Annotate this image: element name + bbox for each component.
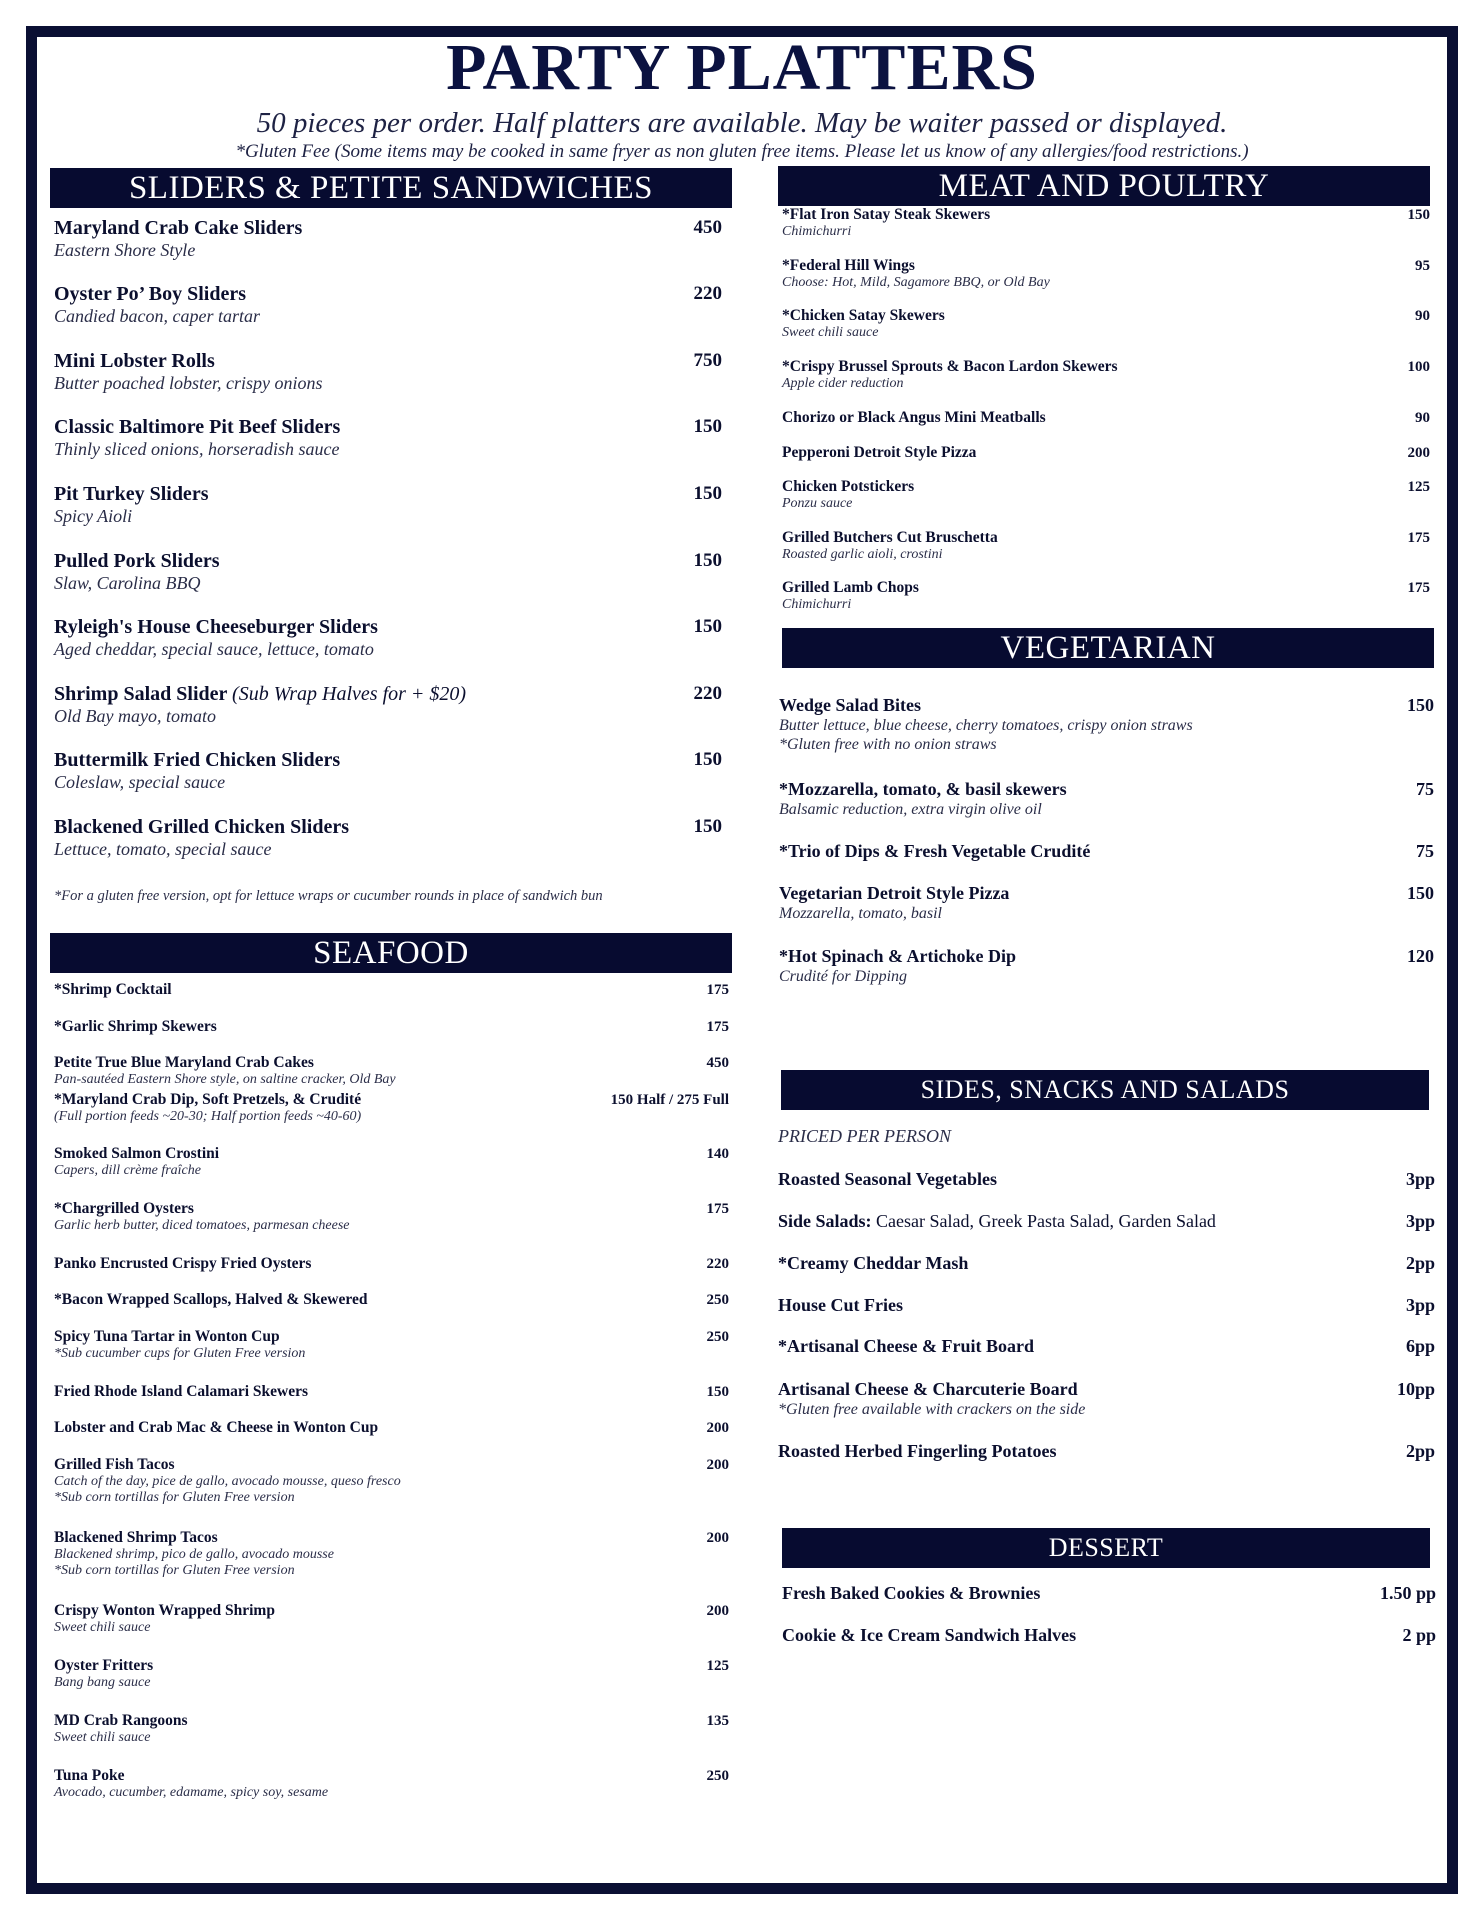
- item-name: [54, 615, 722, 639]
- menu-item: [54, 1657, 729, 1691]
- item-name: [54, 1383, 729, 1401]
- menu-item: [782, 579, 1430, 613]
- item-name-text: Buttermilk Fried Chicken Sliders: [54, 749, 341, 771]
- item-price: 175: [1407, 530, 1430, 546]
- item-name-text: Crispy Wonton Wrapped Shrimp: [54, 1602, 275, 1619]
- item-price: 220: [693, 683, 722, 704]
- item-price: 200: [706, 1530, 729, 1546]
- item-price: 90: [1415, 308, 1430, 324]
- item-description: Apple cider reduction: [782, 376, 904, 391]
- item-name-text: Shrimp Salad Slider: [54, 683, 228, 705]
- item-price: 3pp: [1405, 1169, 1435, 1189]
- menu-item: [782, 478, 1430, 512]
- item-name-text: Roasted Seasonal Vegetables: [778, 1169, 998, 1189]
- item-name: [54, 1419, 729, 1437]
- menu-item: [54, 1200, 729, 1234]
- item-name-text: Petite True Blue Maryland Crab Cakes: [54, 1054, 314, 1071]
- item-name-text: Wedge Salad Bites: [779, 695, 922, 715]
- item-price: 2pp: [1405, 1441, 1435, 1461]
- item-price: 150: [1407, 695, 1434, 715]
- menu-item: [779, 945, 1434, 986]
- sides-section: [778, 1070, 1435, 1490]
- vegetarian-section: [779, 628, 1434, 1008]
- item-description: Butter poached lobster, crispy onions: [54, 373, 323, 393]
- menu-item: [782, 206, 1430, 240]
- item-name-text: Maryland Crab Cake Sliders: [54, 217, 303, 239]
- item-description: *Gluten free available with crackers on the side: [778, 1401, 1086, 1418]
- item-description: Avocado, cucumber, edamame, spicy soy, sesame: [54, 1785, 329, 1800]
- item-price: 450: [706, 1055, 729, 1071]
- item-description: Slaw, Carolina BBQ: [54, 573, 201, 593]
- item-price: 3pp: [1405, 1295, 1435, 1315]
- item-name: [782, 444, 1430, 462]
- seafood-section: [50, 933, 732, 1833]
- item-name-text: Chorizo or Black Angus Mini Meatballs: [782, 409, 1046, 426]
- item-name-text: House Cut Fries: [778, 1295, 903, 1315]
- item-description-note: *Sub corn tortillas for Gluten Free version: [54, 1490, 295, 1505]
- menu-item: [779, 694, 1434, 754]
- item-name: [54, 1054, 729, 1072]
- item-name: [779, 882, 1434, 904]
- item-name-text: Lobster and Crab Mac & Cheese in Wonton Cup: [54, 1419, 379, 1436]
- item-name-text: Smoked Salmon Crostini: [54, 1145, 220, 1162]
- item-name: [782, 307, 1430, 325]
- menu-item: [782, 444, 1430, 462]
- menu-item: [778, 1252, 1435, 1274]
- item-name: [54, 216, 722, 240]
- item-name-text: Fried Rhode Island Calamari Skewers: [54, 1383, 309, 1400]
- menu-item: [54, 1328, 729, 1362]
- item-price: 2pp: [1405, 1253, 1435, 1273]
- item-description: Sweet chili sauce: [54, 1730, 151, 1745]
- item-name-text: Vegetarian Detroit Style Pizza: [779, 883, 1010, 903]
- item-price: 250: [706, 1329, 729, 1345]
- item-name: [54, 1456, 729, 1474]
- item-price: 175: [706, 1201, 729, 1217]
- menu-item: [778, 1335, 1435, 1357]
- menu-item: [778, 1440, 1435, 1462]
- item-name: [54, 1529, 729, 1547]
- item-name: [778, 1210, 1435, 1232]
- item-name-text: Spicy Tuna Tartar in Wonton Cup: [54, 1328, 280, 1345]
- item-price: 200: [706, 1603, 729, 1619]
- item-price: 150: [1407, 207, 1430, 223]
- item-name-text: *Shrimp Cocktail: [54, 981, 172, 998]
- item-description: Crudité for Dipping: [779, 968, 908, 985]
- item-description: Aged cheddar, special sauce, lettuce, tomato: [54, 639, 374, 659]
- item-description-note: *Sub corn tortillas for Gluten Free version: [54, 1563, 295, 1578]
- item-name: [54, 415, 722, 439]
- menu-item: [54, 1018, 729, 1036]
- menu-item: [54, 349, 722, 394]
- item-name: [54, 1255, 729, 1273]
- menu-item: [54, 282, 722, 327]
- item-name: [778, 1335, 1435, 1357]
- item-name: [54, 349, 722, 373]
- item-name-text: Roasted Herbed Fingerling Potatoes: [778, 1441, 1057, 1461]
- item-name-text: Panko Encrusted Crispy Fried Oysters: [54, 1255, 312, 1272]
- menu-item: [779, 882, 1434, 923]
- item-description: Ponzu sauce: [782, 496, 853, 511]
- menu-item: [54, 1712, 729, 1746]
- item-price: 175: [706, 1019, 729, 1035]
- item-name-text: *Mozzarella, tomato, & basil skewers: [779, 779, 1067, 799]
- menu-item: [782, 1582, 1436, 1604]
- section-banner-seafood: SEAFOOD: [50, 933, 732, 973]
- item-name-text: Pepperoni Detroit Style Pizza: [782, 444, 977, 461]
- item-name-text: Pit Turkey Sliders: [54, 483, 209, 505]
- item-name: [778, 1378, 1435, 1400]
- item-name: [782, 257, 1430, 275]
- item-description: Choose: Hot, Mild, Sagamore BBQ, or Old Bay: [782, 275, 1050, 290]
- item-description: Spicy Aioli: [54, 506, 133, 526]
- item-description: Sweet chili sauce: [54, 1620, 151, 1635]
- item-description: Old Bay mayo, tomato: [54, 706, 216, 726]
- item-name: [782, 478, 1430, 496]
- item-price: 175: [1407, 580, 1430, 596]
- item-price: 75: [1416, 841, 1434, 861]
- item-price: 200: [706, 1457, 729, 1473]
- menu-item: [782, 409, 1430, 427]
- item-note: (Sub Wrap Halves for + $20): [232, 683, 467, 705]
- page-title: PARTY PLATTERS: [446, 31, 1038, 104]
- item-name-text: Oyster Po’ Boy Sliders: [54, 283, 247, 305]
- menu-item: [778, 1378, 1435, 1419]
- item-description: Butter lettuce, blue cheese, cherry tomatoes, crispy onion straws: [779, 717, 1193, 734]
- item-description: Catch of the day, pice de gallo, avocado mousse, queso fresco: [54, 1474, 401, 1489]
- item-name-text: Grilled Lamb Chops: [782, 579, 919, 596]
- item-description: Candied bacon, caper tartar: [54, 306, 260, 326]
- item-name: [782, 358, 1430, 376]
- item-price: 150: [1407, 883, 1434, 903]
- item-description: Chimichurri: [782, 224, 852, 239]
- item-name: [54, 815, 722, 839]
- item-name: [54, 1018, 729, 1036]
- sliders-section: [50, 168, 732, 928]
- item-name-text: *Flat Iron Satay Steak Skewers: [782, 206, 991, 223]
- item-name: [782, 206, 1430, 224]
- item-description: Balsamic reduction, extra virgin olive oil: [779, 801, 1042, 818]
- item-price: 150 Half / 275 Full: [610, 1092, 729, 1108]
- menu-item: [54, 1383, 729, 1401]
- item-name-text: Grilled Butchers Cut Bruschetta: [782, 529, 998, 546]
- menu-item: [779, 778, 1434, 819]
- menu-item: [54, 1529, 729, 1579]
- item-description: *Sub cucumber cups for Gluten Free version: [54, 1346, 306, 1361]
- menu-header: [0, 32, 1484, 164]
- item-name: [54, 748, 722, 772]
- item-description: Chimichurri: [782, 597, 852, 612]
- menu-item: [778, 1210, 1435, 1232]
- item-description: Thinly sliced onions, horseradish sauce: [54, 439, 340, 459]
- item-name-text: *Hot Spinach & Artichoke Dip: [779, 946, 1017, 966]
- item-name: [54, 1291, 729, 1309]
- item-name-text: Side Salads:: [778, 1211, 872, 1231]
- item-name: [779, 945, 1434, 967]
- item-price: 150: [693, 816, 722, 837]
- menu-item: [782, 257, 1430, 291]
- item-price: 95: [1415, 258, 1430, 274]
- item-name-text: Tuna Poke: [54, 1767, 125, 1784]
- menu-item: [54, 1091, 729, 1125]
- item-name-text: Grilled Fish Tacos: [54, 1456, 175, 1473]
- item-name-text: Blackened Grilled Chicken Sliders: [54, 816, 350, 838]
- item-description: Eastern Shore Style: [54, 240, 196, 260]
- item-price: 75: [1416, 779, 1434, 799]
- item-price: 1.50 pp: [1379, 1583, 1436, 1603]
- menu-item: [782, 358, 1430, 392]
- item-name: [54, 682, 722, 706]
- menu-item: [54, 615, 722, 660]
- item-price: 3pp: [1405, 1211, 1435, 1231]
- item-price: 200: [706, 1420, 729, 1436]
- sliders-footnote: *For a gluten free version, opt for lettuce wraps or cucumber rounds in place of sandwich bun: [54, 888, 603, 904]
- item-price: 250: [706, 1768, 729, 1784]
- menu-item: [54, 1456, 729, 1506]
- section-banner-sliders: SLIDERS & PETITE SANDWICHES: [50, 168, 732, 208]
- item-price: 100: [1407, 359, 1430, 375]
- item-name: [54, 1657, 729, 1675]
- item-name-text: Classic Baltimore Pit Beef Sliders: [54, 416, 341, 438]
- item-name: [782, 579, 1430, 597]
- section-banner-meat: MEAT AND POULTRY: [778, 166, 1430, 206]
- item-name: [54, 1328, 729, 1346]
- item-description: Mozzarella, tomato, basil: [779, 905, 942, 922]
- item-name-text: Blackened Shrimp Tacos: [54, 1529, 218, 1546]
- menu-item: [779, 840, 1434, 862]
- item-price: 135: [706, 1713, 729, 1729]
- item-name-text: Artisanal Cheese & Charcuterie Board: [778, 1379, 1078, 1399]
- item-name-text: Fresh Baked Cookies & Brownies: [782, 1583, 1041, 1603]
- menu-item: [54, 549, 722, 594]
- item-price: 140: [706, 1146, 729, 1162]
- item-name-text: *Federal Hill Wings: [782, 257, 915, 274]
- item-price: 150: [693, 550, 722, 571]
- item-name: [54, 549, 722, 573]
- item-description: Capers, dill crème fraîche: [54, 1163, 201, 1178]
- menu-item: [54, 1145, 729, 1179]
- item-price: 250: [706, 1292, 729, 1308]
- item-name: [778, 1294, 1435, 1316]
- item-description: (Full portion feeds ~20-30; Half portion feeds ~40-60): [54, 1109, 362, 1124]
- menu-item: [782, 307, 1430, 341]
- item-name-text: *Creamy Cheddar Mash: [778, 1253, 969, 1273]
- item-name-text: *Maryland Crab Dip, Soft Pretzels, & Crudité: [54, 1091, 362, 1108]
- item-price: 125: [706, 1658, 729, 1674]
- item-price: 450: [693, 217, 722, 238]
- menu-item: [54, 482, 722, 527]
- menu-item: [778, 1168, 1435, 1190]
- item-name-text: Oyster Fritters: [54, 1657, 154, 1674]
- item-price: 10pp: [1396, 1379, 1435, 1399]
- item-price: 150: [693, 749, 722, 770]
- menu-item: [54, 415, 722, 460]
- item-name: [54, 1767, 729, 1785]
- item-name: [782, 1582, 1436, 1604]
- item-name: [54, 1712, 729, 1730]
- item-name: [782, 529, 1430, 547]
- item-name: [782, 1624, 1436, 1646]
- menu-item: [54, 1419, 729, 1437]
- menu-item: [782, 1624, 1436, 1646]
- section-banner-vegetarian: VEGETARIAN: [782, 628, 1434, 668]
- menu-item: [54, 1602, 729, 1636]
- item-name: [54, 1602, 729, 1620]
- item-price: 150: [693, 483, 722, 504]
- item-name: [779, 840, 1434, 862]
- item-name: [54, 282, 722, 306]
- item-name-text: *Artisanal Cheese & Fruit Board: [778, 1336, 1034, 1356]
- item-name-text: *Trio of Dips & Fresh Vegetable Crudité: [779, 841, 1091, 861]
- item-name: [778, 1440, 1435, 1462]
- item-name-text: *Bacon Wrapped Scallops, Halved & Skewered: [54, 1291, 368, 1308]
- item-name-text: Ryleigh's House Cheeseburger Sliders: [54, 616, 378, 638]
- item-price: 6pp: [1405, 1336, 1435, 1356]
- item-options: Caesar Salad, Greek Pasta Salad, Garden Salad: [871, 1211, 1216, 1231]
- menu-item: [54, 1255, 729, 1273]
- item-price: 120: [1407, 946, 1434, 966]
- item-name: [779, 694, 1434, 716]
- item-name-text: *Crispy Brussel Sprouts & Bacon Lardon Skewers: [782, 358, 1118, 375]
- menu-item: [54, 1054, 729, 1088]
- item-price: 220: [706, 1256, 729, 1272]
- item-price: 2 pp: [1402, 1625, 1436, 1645]
- item-name: [779, 778, 1434, 800]
- item-price: 150: [706, 1384, 729, 1400]
- meat-section: [778, 166, 1430, 626]
- dessert-section: [782, 1528, 1436, 1658]
- menu-item: [54, 981, 729, 999]
- menu-item: [54, 1767, 729, 1801]
- item-name-text: *Chargrilled Oysters: [54, 1200, 194, 1217]
- item-name-text: *Chicken Satay Skewers: [782, 307, 945, 324]
- menu-item: [54, 815, 722, 860]
- item-name: [54, 1145, 729, 1163]
- item-description: Blackened shrimp, pico de gallo, avocado mousse: [54, 1547, 334, 1562]
- item-price: 90: [1415, 410, 1430, 426]
- item-name: [54, 482, 722, 506]
- item-price: 750: [693, 350, 722, 371]
- item-name: [54, 981, 729, 999]
- item-name-text: MD Crab Rangoons: [54, 1712, 188, 1729]
- menu-item: [782, 529, 1430, 563]
- menu-item: [54, 216, 722, 261]
- item-description-note: *Gluten free with no onion straws: [779, 736, 997, 753]
- menu-item: [54, 682, 722, 727]
- item-description: Roasted garlic aioli, crostini: [782, 547, 943, 562]
- priced-per-person: PRICED PER PERSON: [778, 1126, 951, 1146]
- gluten-note: *Gluten Fee (Some items may be cooked in same fryer as non gluten free items. Please let us know of any allergies/food restrictions.): [235, 141, 1249, 162]
- item-name: [54, 1200, 729, 1218]
- menu-item: [54, 1291, 729, 1309]
- item-description: Bang bang sauce: [54, 1675, 151, 1690]
- item-name-text: *Garlic Shrimp Skewers: [54, 1018, 217, 1035]
- item-name-text: Mini Lobster Rolls: [54, 350, 215, 372]
- item-price: 220: [693, 283, 722, 304]
- item-price: 150: [693, 416, 722, 437]
- item-name: [778, 1252, 1435, 1274]
- item-name: [782, 409, 1430, 427]
- item-description: Pan-sautéed Eastern Shore style, on saltine cracker, Old Bay: [54, 1072, 396, 1087]
- item-description: Lettuce, tomato, special sauce: [54, 839, 272, 859]
- menu-item: [54, 748, 722, 793]
- item-description: Sweet chili sauce: [782, 325, 879, 340]
- item-description: Garlic herb butter, diced tomatoes, parmesan cheese: [54, 1218, 350, 1233]
- section-banner-dessert: DESSERT: [782, 1528, 1430, 1568]
- item-description: Coleslaw, special sauce: [54, 772, 226, 792]
- item-name: [778, 1168, 1435, 1190]
- item-name-text: Pulled Pork Sliders: [54, 550, 220, 572]
- item-name-text: Chicken Potstickers: [782, 478, 915, 495]
- item-price: 200: [1407, 445, 1430, 461]
- item-price: 125: [1407, 479, 1430, 495]
- item-price: 150: [693, 616, 722, 637]
- section-banner-sides: SIDES, SNACKS AND SALADS: [781, 1070, 1429, 1110]
- item-price: 175: [706, 982, 729, 998]
- item-name-text: Cookie & Ice Cream Sandwich Halves: [782, 1625, 1077, 1645]
- menu-item: [778, 1294, 1435, 1316]
- page-subtitle: 50 pieces per order. Half platters are available. May be waiter passed or displayed.: [256, 107, 1228, 139]
